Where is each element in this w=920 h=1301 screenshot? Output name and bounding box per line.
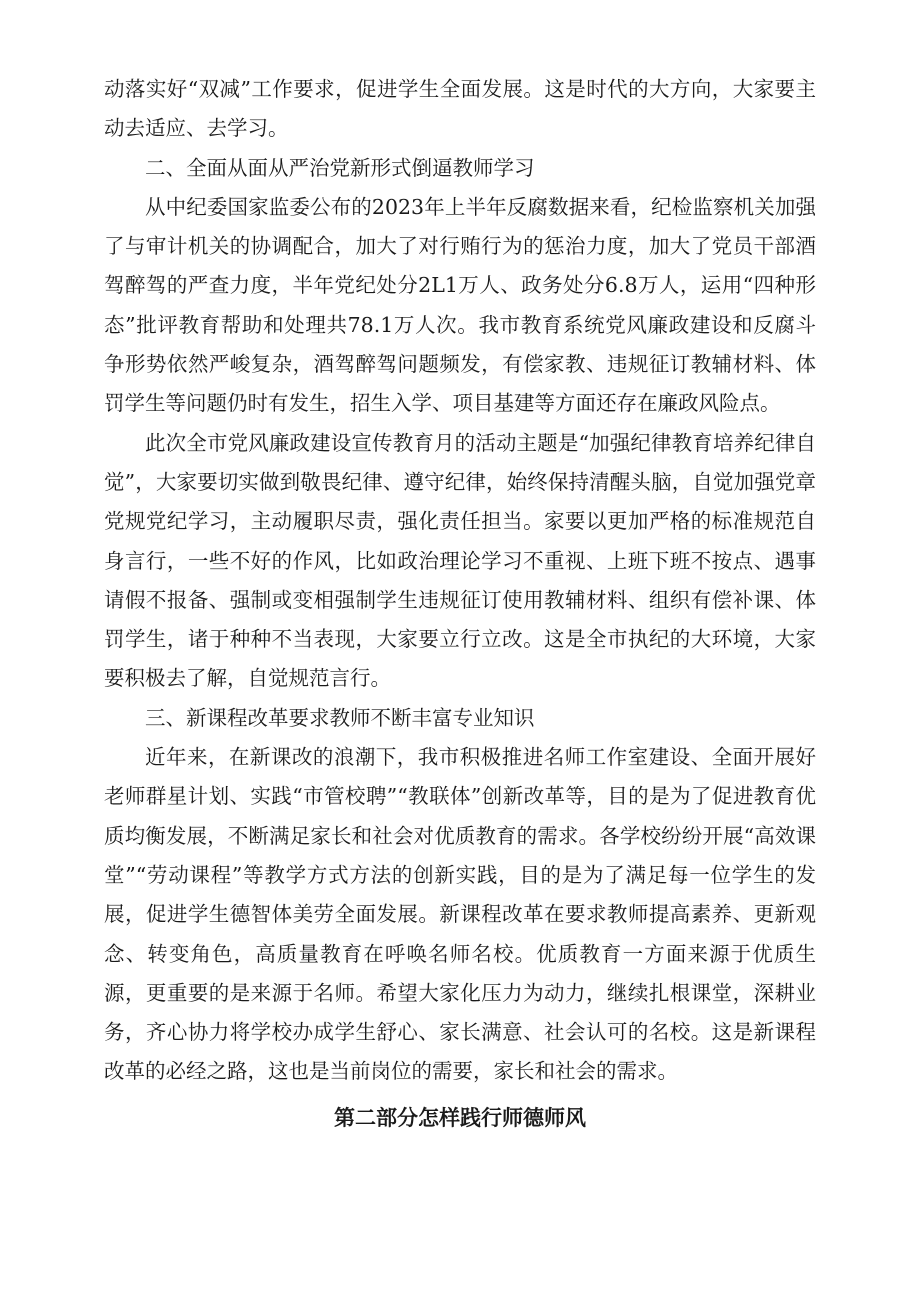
continuation-paragraph: 动落实好“双减”工作要求，促进学生全面发展。这是时代的大方向，大家要主动去适应、去学习。 — [104, 77, 816, 141]
part-2-title: 第二部分怎样践行师德师风 — [334, 1105, 586, 1130]
section-2-paragraph-1: 从中纪委国家监委公布的2023年上半年反腐数据来看，纪检监察机关加强了与审计机关的协调配合，加大了对行贿行为的惩治力度，加大了党员干部酒驾醉驾的严查力度，半年党纪处分2L1万人、政务处分6.8万人，运用“四种形态”批评教育帮助和处理共78.1万人次。我市教育系统党风廉政建设和反腐斗争形势依然严峻复杂，酒驾醉驾问题频发，有偿家教、违规征订教辅材料、体罚学生等问题仍时有发生，招生入学、项目基建等方面还存在廉政风险点。 — [104, 194, 816, 416]
section-2-paragraph-2: 此次全市党风廉政建设宣传教育月的活动主题是“加强纪律教育培养纪律自觉”，大家要切实做到敬畏纪律、遵守纪律，始终保持清醒头脑，自觉加强党章党规党纪学习，主动履职尽责，强化责任担当。家要以更加严格的标准规范自身言行，一些不好的作风，比如政治理论学习不重视、上班下班不按点、遇事请假不报备、强制或变相强制学生违规征订使用教辅材料、组织有偿补课、体罚学生，诸于种种不当表现，大家要立行立改。这是全市执纪的大环境，大家要积极去了解，自觉规范言行。 — [104, 430, 816, 691]
section-3-paragraph-1: 近年来，在新课改的浪潮下，我市积极推进名师工作室建设、全面开展好老师群星计划、实践“市管校聘”“教联体”创新改革等，目的是为了促进教育优质均衡发展，不断满足家长和社会对优质教育的需求。各学校纷纷开展“高效课堂”“劳动课程”等教学方式方法的创新实践，目的是为了满足每一位学生的发展，促进学生德智体美劳全面发展。新课程改革在要求教师提高素养、更新观念、转变角色，高质量教育在呼唤名师名校。优质教育一方面来源于优质生源，更重要的是来源于名师。希望大家化压力为动力，继续扎根课堂，深耕业务，齐心协力将学校办成学生舒心、家长满意、社会认可的名校。这是新课程改革的必经之路，这也是当前岗位的需要，家长和社会的需求。 — [104, 745, 816, 1084]
section-3-heading: 三、新课程改革要求教师不断丰富专业知识 — [145, 705, 535, 730]
document-body — [104, 70, 816, 1144]
section-2-heading: 二、全面从面从严治党新形式倒逼教师学习 — [145, 155, 535, 180]
